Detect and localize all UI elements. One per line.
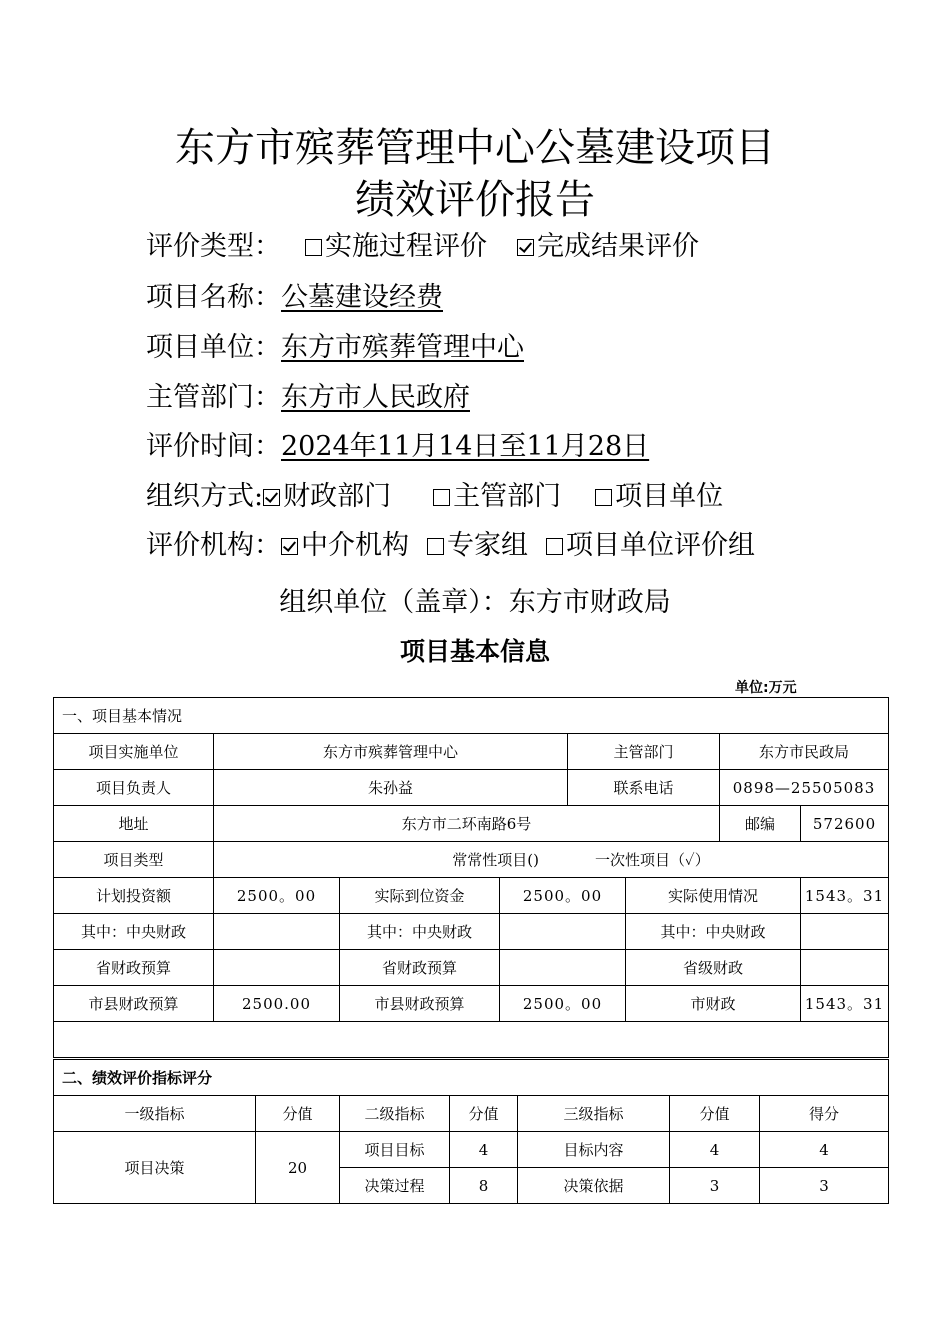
dept-value-cell: 东方市民政局 (720, 734, 889, 770)
project-name-value: 公墓建设经费 (281, 282, 443, 313)
eval-org-row (146, 529, 755, 563)
dept-row (146, 381, 470, 415)
table-row (54, 806, 889, 842)
basic-info-table (53, 697, 889, 1058)
address-label: 地址 (54, 806, 214, 842)
eval-time-row (146, 430, 649, 464)
eval-type-label: 评价类型： (146, 231, 281, 262)
col-header: 分值 (256, 1096, 340, 1132)
actual-value: 2500。00 (500, 878, 626, 914)
central-label-1: 其中：中央财政 (54, 914, 214, 950)
city-label-2: 市县财政预算 (340, 986, 500, 1022)
table-row (54, 698, 889, 734)
project-name-row (146, 281, 443, 315)
address-value: 东方市二环南路6号 (214, 806, 720, 842)
city-value-2: 2500。00 (500, 986, 626, 1022)
l3-name: 目标内容 (518, 1132, 670, 1168)
table-row (54, 1096, 889, 1132)
l3-score: 3 (670, 1168, 760, 1204)
city-label-3: 市财政 (626, 986, 801, 1022)
zip-value: 572600 (801, 806, 889, 842)
central-value-3 (801, 914, 889, 950)
use-value: 1543。31 (801, 878, 889, 914)
l2-name: 决策过程 (340, 1168, 450, 1204)
checkbox-unchecked (546, 538, 563, 555)
type-once: 一次性项目（✓） (595, 851, 710, 869)
phone-label: 联系电话 (568, 770, 720, 806)
report-title-line2: 绩效评价报告 (355, 177, 595, 223)
org-method-row (146, 480, 723, 514)
col-header: 三级指标 (518, 1096, 670, 1132)
table-row (54, 914, 889, 950)
prov-value-1 (214, 950, 340, 986)
table-row (54, 986, 889, 1022)
eval-org-option-3: 项目单位评价组 (566, 530, 755, 561)
score-header: 二、绩效评价指标评分 (54, 1060, 889, 1096)
table-row (54, 878, 889, 914)
prov-value-2 (500, 950, 626, 986)
dept-value: 东方市人民政府 (281, 382, 470, 413)
col-header: 得分 (760, 1096, 889, 1132)
table-row (54, 1060, 889, 1096)
score-got: 3 (760, 1168, 889, 1204)
l2-score: 4 (450, 1132, 518, 1168)
central-label-3: 其中：中央财政 (626, 914, 801, 950)
checkbox-unchecked (433, 489, 450, 506)
score-table (53, 1059, 889, 1204)
l1-name: 项目决策 (54, 1132, 256, 1204)
project-unit-row (146, 331, 524, 365)
col-header: 分值 (670, 1096, 760, 1132)
org-method-label: 组织方式: (146, 481, 264, 512)
eval-time-label: 评价时间： (146, 431, 281, 462)
type-label: 项目类型 (54, 842, 214, 878)
l3-score: 4 (670, 1132, 760, 1168)
city-value-3: 1543。31 (801, 986, 889, 1022)
l3-name: 决策依据 (518, 1168, 670, 1204)
central-value-2 (500, 914, 626, 950)
basic-header: 一、项目基本情况 (54, 698, 889, 734)
eval-org-option-2: 专家组 (447, 530, 528, 561)
blank-row (54, 1022, 889, 1058)
checkbox-checked (281, 538, 298, 555)
col-header: 一级指标 (54, 1096, 256, 1132)
checkbox-checked (517, 239, 534, 256)
prov-value-3 (801, 950, 889, 986)
actual-label: 实际到位资金 (340, 878, 500, 914)
central-value-1 (214, 914, 340, 950)
use-label: 实际使用情况 (626, 878, 801, 914)
org-method-option-1: 财政部门 (283, 481, 392, 512)
city-label-1: 市县财政预算 (54, 986, 214, 1022)
col-header: 分值 (450, 1096, 518, 1132)
report-title-line1: 东方市殡葬管理中心公墓建设项目 (175, 125, 775, 171)
eval-type-option-2: 完成结果评价 (537, 231, 699, 262)
l2-score: 8 (450, 1168, 518, 1204)
project-unit-label: 项目单位： (146, 332, 281, 363)
phone-value: 0898—25505083 (720, 770, 889, 806)
table-row (54, 842, 889, 878)
eval-org-label: 评价机构： (146, 530, 281, 561)
l1-score: 20 (256, 1132, 340, 1204)
type-regular: 常常性项目() (452, 851, 540, 869)
organizing-unit: 组织单位（盖章）：东方市财政局 (279, 587, 671, 618)
unit-label: 单位:万元 (735, 680, 797, 696)
checkbox-unchecked (595, 489, 612, 506)
plan-value: 2500。00 (214, 878, 340, 914)
prov-label-3: 省级财政 (626, 950, 801, 986)
project-name-label: 项目名称： (146, 282, 281, 313)
table-row (54, 1132, 889, 1168)
zip-label: 邮编 (720, 806, 801, 842)
table-row (54, 1022, 889, 1058)
plan-label: 计划投资额 (54, 878, 214, 914)
col-header: 二级指标 (340, 1096, 450, 1132)
l2-name: 项目目标 (340, 1132, 450, 1168)
score-got: 4 (760, 1132, 889, 1168)
project-unit-value: 东方市殡葬管理中心 (281, 332, 524, 363)
type-value (214, 842, 889, 878)
central-label-2: 其中：中央财政 (340, 914, 500, 950)
org-method-option-3: 项目单位 (615, 481, 724, 512)
dept-label-cell: 主管部门 (568, 734, 720, 770)
eval-org-option-1: 中介机构 (301, 530, 409, 561)
prov-label-1: 省财政预算 (54, 950, 214, 986)
eval-time-value: 2024年11月14日至11月28日 (281, 431, 650, 462)
table-row (54, 770, 889, 806)
section-title: 项目基本信息 (399, 637, 550, 666)
table-row (54, 734, 889, 770)
checkbox-unchecked (305, 239, 322, 256)
prov-label-2: 省财政预算 (340, 950, 500, 986)
dept-label: 主管部门： (146, 382, 281, 413)
org-method-option-2: 主管部门 (453, 481, 562, 512)
checkbox-unchecked (427, 538, 444, 555)
impl-unit-value: 东方市殡葬管理中心 (214, 734, 568, 770)
eval-type-option-1: 实施过程评价 (325, 231, 487, 262)
impl-unit-label: 项目实施单位 (54, 734, 214, 770)
table-row (54, 950, 889, 986)
leader-value: 朱孙益 (214, 770, 568, 806)
city-value-1: 2500.00 (214, 986, 340, 1022)
leader-label: 项目负责人 (54, 770, 214, 806)
eval-type-row (146, 230, 699, 264)
checkbox-checked (263, 489, 280, 506)
